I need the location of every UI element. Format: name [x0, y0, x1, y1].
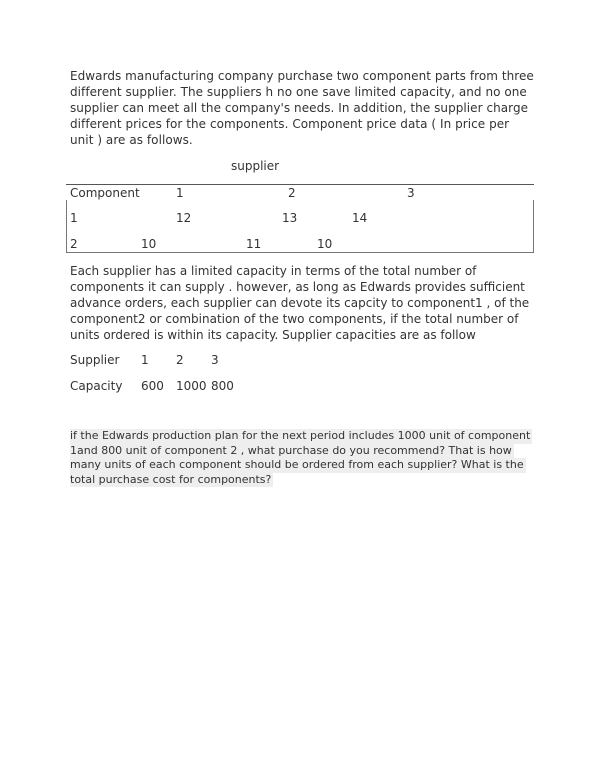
supplier-number: 2	[176, 353, 184, 367]
intro-line: Edwards manufacturing company purchase two component parts from three	[70, 69, 534, 83]
table-rule-bottom	[66, 252, 534, 253]
row1-price-s2: 13	[282, 211, 298, 225]
supplier-number: 3	[211, 353, 219, 367]
header-supplier-1: 1	[176, 186, 184, 200]
capacity-row-label: Capacity	[70, 379, 123, 393]
question-line: if the Edwards production plan for the next period includes 1000 unit of component	[70, 429, 531, 442]
table-rule-left	[66, 200, 67, 252]
header-supplier-3: 3	[407, 186, 415, 200]
row2-price-s2: 11	[246, 237, 262, 251]
row2-price-s3: 10	[317, 237, 333, 251]
supplier-row-label: Supplier	[70, 353, 120, 367]
question-line: many units of each component should be ordered from each supplier? What is the	[70, 458, 524, 471]
question-paragraph	[70, 429, 540, 487]
row1-price-s1: 12	[176, 211, 192, 225]
capacity-value: 1000	[176, 379, 207, 393]
intro-paragraph	[70, 68, 540, 148]
capacity-line: component2 or combination of the two components, if the total number of	[70, 312, 519, 326]
intro-line: different supplier. The suppliers h no one save limited capacity, and no one	[70, 85, 527, 99]
header-supplier-2: 2	[288, 186, 296, 200]
intro-line: unit ) are as follows.	[70, 133, 193, 147]
capacity-line: Each supplier has a limited capacity in terms of the total number of	[70, 264, 477, 278]
row2-price-s1: 10	[141, 237, 157, 251]
intro-line: different prices for the components. Component price data ( In price per	[70, 117, 510, 131]
row1-price-s3: 14	[352, 211, 368, 225]
capacity-line: components it can supply . however, as long as Edwards provides sufficient	[70, 280, 525, 294]
row2-component: 2	[70, 237, 78, 251]
capacity-line: units ordered is within its capacity. Supplier capacities are as follow	[70, 328, 476, 342]
question-line: total purchase cost for components?	[70, 472, 272, 486]
capacity-line: advance orders, each supplier can devote its capcity to component1 , of the	[70, 296, 530, 310]
row1-component: 1	[70, 211, 78, 225]
price-table-caption: supplier	[231, 159, 280, 173]
question-line: 1and 800 unit of component 2 , what purchase do you recommend? That is how	[70, 443, 512, 457]
intro-line: supplier can meet all the company's needs. In addition, the supplier charge	[70, 101, 529, 115]
capacity-value: 800	[211, 379, 234, 393]
capacity-value: 600	[141, 379, 164, 393]
capacity-paragraph	[70, 263, 540, 343]
supplier-number: 1	[141, 353, 149, 367]
header-component-label: Component	[70, 186, 140, 200]
table-rule-right	[533, 200, 534, 252]
